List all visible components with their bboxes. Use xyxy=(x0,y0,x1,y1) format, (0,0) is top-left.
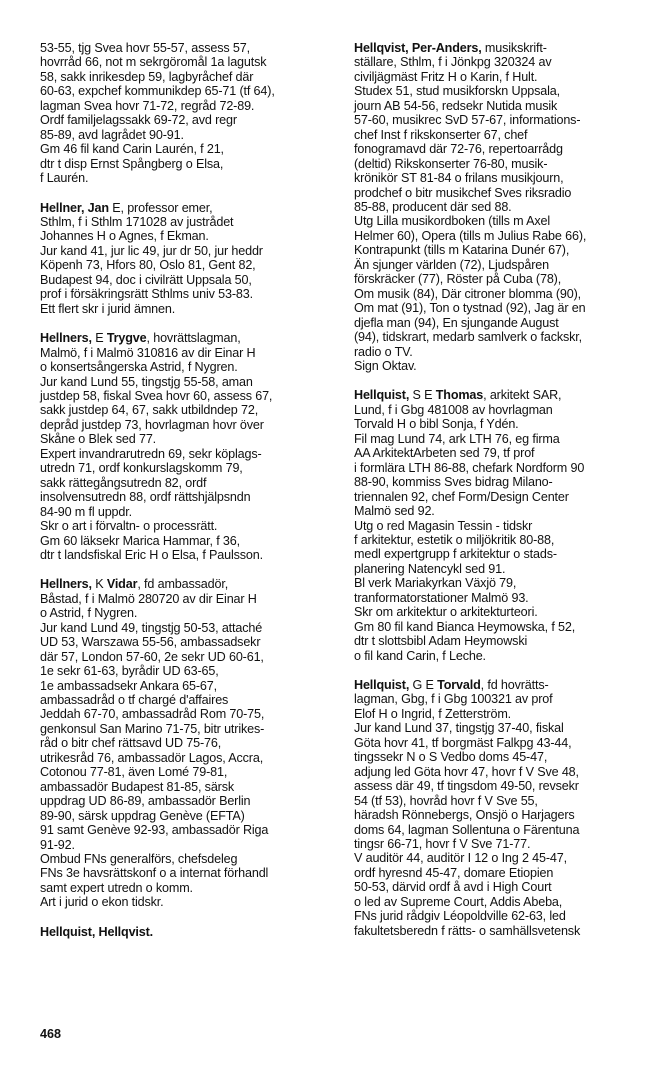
entry-line: i formlära LTH 86-88, chefark Nordform 90 xyxy=(354,460,585,475)
entry-line: fakultetsberedn f rätts- o samhällsvetensk xyxy=(354,923,581,938)
entry-line: Malmö, f i Malmö 310816 av dir Einar H xyxy=(40,345,256,360)
entry-heading xyxy=(40,331,340,345)
entry-heading-rest: , hovrättslagman, xyxy=(146,331,241,346)
entry-line: Skr om arkitektur o arkitekturteori. xyxy=(354,605,538,620)
entry-given-name: Thomas xyxy=(435,388,484,403)
entry-line: Köpenh 73, Hfors 80, Oslo 81, Gent 82, xyxy=(40,258,256,273)
entry-line: planering Natencykl sed 91. xyxy=(354,561,506,576)
entry-line: Båstad, f i Malmö 280720 av dir Einar H xyxy=(40,591,257,606)
entry-line: Cotonou 77-81, även Lomé 79-81, xyxy=(40,765,228,780)
page-number: 468 xyxy=(40,1027,62,1041)
entry-line: Ett flert skr i jurid ämnen. xyxy=(40,301,176,316)
biography-entry xyxy=(40,41,340,186)
entry-line: tingssekr N o S Vedbo doms 45-47, xyxy=(354,750,548,765)
left-column xyxy=(40,41,340,939)
biography-entry xyxy=(40,201,340,317)
entry-line: Om musik (84), Där citroner blomma (90), xyxy=(354,286,582,301)
entry-line: Sthlm, f i Sthlm 171028 av justrådet xyxy=(40,214,234,229)
entry-line: Fil mag Lund 74, ark LTH 76, eg firma xyxy=(354,431,560,446)
entry-line: justdep 58, fiskal Svea hovr 60, assess 67, xyxy=(40,388,273,403)
entry-line: 54 (tf 53), hovråd hovr f V Sve 55, xyxy=(354,793,538,808)
entry-given-name: Vidar xyxy=(106,577,138,592)
entry-line: Gm 80 fil kand Bianca Heymowska, f 52, xyxy=(354,619,576,634)
entry-line: Helmer 60), Opera (tills m Julius Rabe 66), xyxy=(354,228,587,243)
entry-line: förskräcker (77), Röster på Cuba (78), xyxy=(354,272,562,287)
entry-line: Budapest 94, doc i civilrätt Uppsala 50, xyxy=(40,272,252,287)
entry-line: Jeddah 67-70, ambassadråd Rom 70-75, xyxy=(40,707,265,722)
entry-line: genkonsul San Marino 71-75, bitr utrikes- xyxy=(40,721,265,736)
entry-line: journ AB 54-56, redsekr Nutida musik xyxy=(354,98,558,113)
entry-line: 84-90 m fl uppdr. xyxy=(40,504,132,519)
entry-line: 1e sekr 61-63, byrådir UD 63-65, xyxy=(40,664,219,679)
entry-line: UD 53, Warszawa 55-56, ambassadsekr xyxy=(40,635,261,650)
entry-line: (deltid) Rikskonserter 76-80, musik- xyxy=(354,156,548,171)
entry-line: o konsertsångerska Astrid, f Nygren. xyxy=(40,360,238,375)
entry-line: hovrråd 66, not m sekrgöromål 1a lagutsk xyxy=(40,55,267,70)
entry-heading-rest: , arkitekt SAR, xyxy=(483,388,562,403)
entry-initials: S E xyxy=(409,388,436,403)
entry-line: Jur kand Lund 55, tingstjg 55-58, aman xyxy=(40,374,253,389)
entry-line: dtr t disp Ernst Spångberg o Elsa, xyxy=(40,156,224,171)
entry-line: FNs jurid rådgiv Léopoldville 62-63, led xyxy=(354,909,566,924)
entry-line: fonogramavd där 72-76, repertoarrådg xyxy=(354,142,563,157)
entry-line: uppdrag UD 86-89, ambassadör Berlin xyxy=(40,794,251,809)
entry-line: o Astrid, f Nygren. xyxy=(40,606,138,621)
entry-line: 91-92. xyxy=(40,837,75,852)
entry-line: Elof H o Ingrid, f Zetterström. xyxy=(354,706,512,721)
entry-line: doms 64, lagman Sollentuna o Färentuna xyxy=(354,822,580,837)
entry-line: chef Inst f rikskonserter 67, chef xyxy=(354,127,528,142)
entry-line: assess där 49, tf tingsdom 49-50, revsekr xyxy=(354,779,579,794)
entry-line: Ordf familjelagssakk 69-72, avd regr xyxy=(40,113,237,128)
entry-given-name: Torvald xyxy=(437,678,481,693)
entry-line: Sign Oktav. xyxy=(354,358,417,373)
entry-heading-rest: , fd hovrätts- xyxy=(480,678,549,693)
entry-line: Jur kand 41, jur lic 49, jur dr 50, jur heddr xyxy=(40,243,263,258)
entry-line: Torvald H o bibl Sonja, f Ydén. xyxy=(354,417,519,432)
entry-line: lagman, Gbg, f i Gbg 100321 av prof xyxy=(354,692,553,707)
entry-heading-rest: , fd ambassadör, xyxy=(137,577,229,592)
entry-line: Expert invandrarutredn 69, sekr köplags- xyxy=(40,446,262,461)
entry-line: utredn 71, ordf konkurslagskomm 79, xyxy=(40,461,243,476)
entry-line: lagman Svea hovr 71-72, regråd 72-89. xyxy=(40,98,255,113)
entry-surname: Hellquist, xyxy=(354,678,410,693)
entry-line: V auditör 44, auditör I 12 o Ing 2 45-47, xyxy=(354,851,567,866)
entry-surname: Hellner, Jan xyxy=(40,200,109,215)
entry-line: Om mat (91), Ton o tystnad (92), Jag är en xyxy=(354,301,586,316)
entry-line: sakk justdep 64, 67, sakk utbildndep 72, xyxy=(40,403,259,418)
entry-line: 89-90, särsk uppdrag Genève (EFTA) xyxy=(40,808,245,823)
entry-line: Utg o red Magasin Tessin - tidskr xyxy=(354,518,533,533)
entry-line: Utg Lilla musikordboken (tills m Axel xyxy=(354,214,551,229)
entry-line: adjung led Göta hovr 47, hovr f V Sve 48, xyxy=(354,764,579,779)
entry-surname: Hellqvist, Per-Anders, xyxy=(354,41,482,55)
entry-line: Göta hovr 41, tf borgmäst Falkpg 43-44, xyxy=(354,735,572,750)
entry-heading xyxy=(354,388,654,402)
entry-line: 85-88, producent där sed 88. xyxy=(354,199,512,214)
entry-line: Jur kand Lund 49, tingstjg 50-53, attaché xyxy=(40,620,263,635)
entry-line: där 57, London 57-60, 2e sekr UD 60-61, xyxy=(40,649,264,664)
entry-line: civiljägmäst Fritz H o Karin, f Hult. xyxy=(354,69,538,84)
entry-line: triennalen 92, chef Form/Design Center xyxy=(354,489,569,504)
entry-given-name: Trygve xyxy=(106,331,147,346)
entry-heading-rest: E, professor emer, xyxy=(108,200,213,215)
entry-line: Än sjunger världen (72), Ljudspåren xyxy=(354,257,549,272)
entry-line: sakk rättegångsutredn 82, ordf xyxy=(40,475,207,490)
entry-line: AA ArkitektArbeten sed 79, tf prof xyxy=(354,446,535,461)
entry-line: ordf hyresnd 45-47, domare Etiopien xyxy=(354,865,554,880)
entry-line: Art i jurid o ekon tidskr. xyxy=(40,895,164,910)
entry-line: prof i försäkringsrätt Sthlms univ 53-83. xyxy=(40,287,253,302)
entry-line: tranformatorstationer Malmö 93. xyxy=(354,590,529,605)
entry-heading xyxy=(354,41,654,55)
entry-line: Gm 46 fil kand Carin Laurén, f 21, xyxy=(40,142,224,157)
right-column xyxy=(354,41,654,953)
biography-entry xyxy=(354,388,654,663)
entry-line: Studex 51, stud musikforskn Uppsala, xyxy=(354,84,561,99)
entry-line: 57-60, musikrec SvD 57-67, informations- xyxy=(354,113,581,128)
entry-line: f Laurén. xyxy=(40,171,89,186)
entry-line: Skåne o Blek sed 77. xyxy=(40,432,157,447)
entry-line: medl expertgrupp f arkitektur o stads- xyxy=(354,547,557,562)
entry-line: tingsr 66-71, hovr f V Sve 71-77. xyxy=(354,837,531,852)
entry-surname: Hellners, xyxy=(40,331,92,346)
entry-line: krönikör ST 81-84 o frilans musikjourn, xyxy=(354,171,564,186)
entry-line: (94), tidskrart, medarb samlverk o fackskr, xyxy=(354,330,582,345)
biography-entry xyxy=(354,678,654,938)
entry-line: häradsh Rönnebergs, Onsjö o Harjagers xyxy=(354,808,575,823)
entry-line: Lund, f i Gbg 481008 av hovrlagman xyxy=(354,402,553,417)
entry-surname: Hellquist, xyxy=(354,388,410,403)
entry-line: 50-53, därvid ordf å avd i High Court xyxy=(354,880,552,895)
entry-line: ambassadör Budapest 81-85, särsk xyxy=(40,779,235,794)
entry-initials: K xyxy=(91,577,107,592)
entry-line: f arkitektur, estetik o miljökritik 80-88, xyxy=(354,532,555,547)
entry-line: o led av Supreme Court, Addis Abeba, xyxy=(354,894,563,909)
entry-line: 58, sakk inrikesdep 59, lagbyråchef där xyxy=(40,69,254,84)
entry-line: insolvensutredn 88, ordf rättshjälpsndn xyxy=(40,490,251,505)
entry-line: 85-89, avd lagrådet 90-91. xyxy=(40,127,184,142)
entry-line: Skr o art i förvaltn- o processrätt. xyxy=(40,519,218,534)
entry-line: ställare, Sthlm, f i Jönkpg 320324 av xyxy=(354,55,552,70)
entry-line: 60-63, expchef kommunikdep 65-71 (tf 64), xyxy=(40,84,275,99)
entry-line: 91 samt Genève 92-93, ambassadör Riga xyxy=(40,823,269,838)
entry-heading-rest: musikskrift- xyxy=(481,41,547,55)
entry-line: radio o TV. xyxy=(354,344,413,359)
entry-initials: E xyxy=(91,331,107,346)
entry-line: Johannes H o Agnes, f Ekman. xyxy=(40,229,209,244)
entry-line: 53-55, tjg Svea hovr 55-57, assess 57, xyxy=(40,41,250,55)
entry-surname: Hellners, xyxy=(40,577,92,592)
entry-line: prodchef o bitr musikchef Sves riksradio xyxy=(354,185,572,200)
cross-reference: Hellquist, Hellqvist. xyxy=(40,924,154,939)
biography-entry xyxy=(40,577,340,909)
entry-heading xyxy=(354,678,654,692)
entry-line: Malmö sed 92. xyxy=(354,504,435,519)
entry-line: djefla man (94), En sjungande August xyxy=(354,315,559,330)
entry-line: Bl verk Mariakyrkan Växjö 79, xyxy=(354,576,517,591)
entry-line: dtr t landsfiskal Eric H o Elsa, f Paulsson. xyxy=(40,547,263,562)
biography-entry xyxy=(354,41,654,373)
entry-line: Ombud FNs generalförs, chefsdeleg xyxy=(40,852,238,867)
entry-line: o fil kand Carin, f Leche. xyxy=(354,648,486,663)
entry-line: dtr t slottsbibl Adam Heymowski xyxy=(354,634,528,649)
entry-line: utrikesråd 76, ambassadör Lagos, Accra, xyxy=(40,750,264,765)
entry-line: Kontrapunkt (tills m Katarina Dunér 67), xyxy=(354,243,570,258)
entry-line: FNs 3e havsrättskonf o a internat förhandl xyxy=(40,866,269,881)
entry-line: råd o bitr chef rättsavd UD 75-76, xyxy=(40,736,222,751)
biography-entry xyxy=(40,331,340,562)
entry-line: ambassadråd o tf chargé d'affaires xyxy=(40,693,229,708)
entry-heading xyxy=(40,577,340,591)
entry-heading xyxy=(40,201,340,215)
entry-line: Jur kand Lund 37, tingstjg 37-40, fiskal xyxy=(354,721,564,736)
entry-line: depråd justdep 73, hovrlagman hovr över xyxy=(40,417,264,432)
entry-initials: G E xyxy=(409,678,438,693)
entry-line: samt expert utredn o komm. xyxy=(40,880,193,895)
entry-line: 1e ambassadsekr Ankara 65-67, xyxy=(40,678,217,693)
entry-line: Gm 60 läksekr Marica Hammar, f 36, xyxy=(40,533,240,548)
entry-line: 88-90, kommiss Sves bidrag Milano- xyxy=(354,475,553,490)
